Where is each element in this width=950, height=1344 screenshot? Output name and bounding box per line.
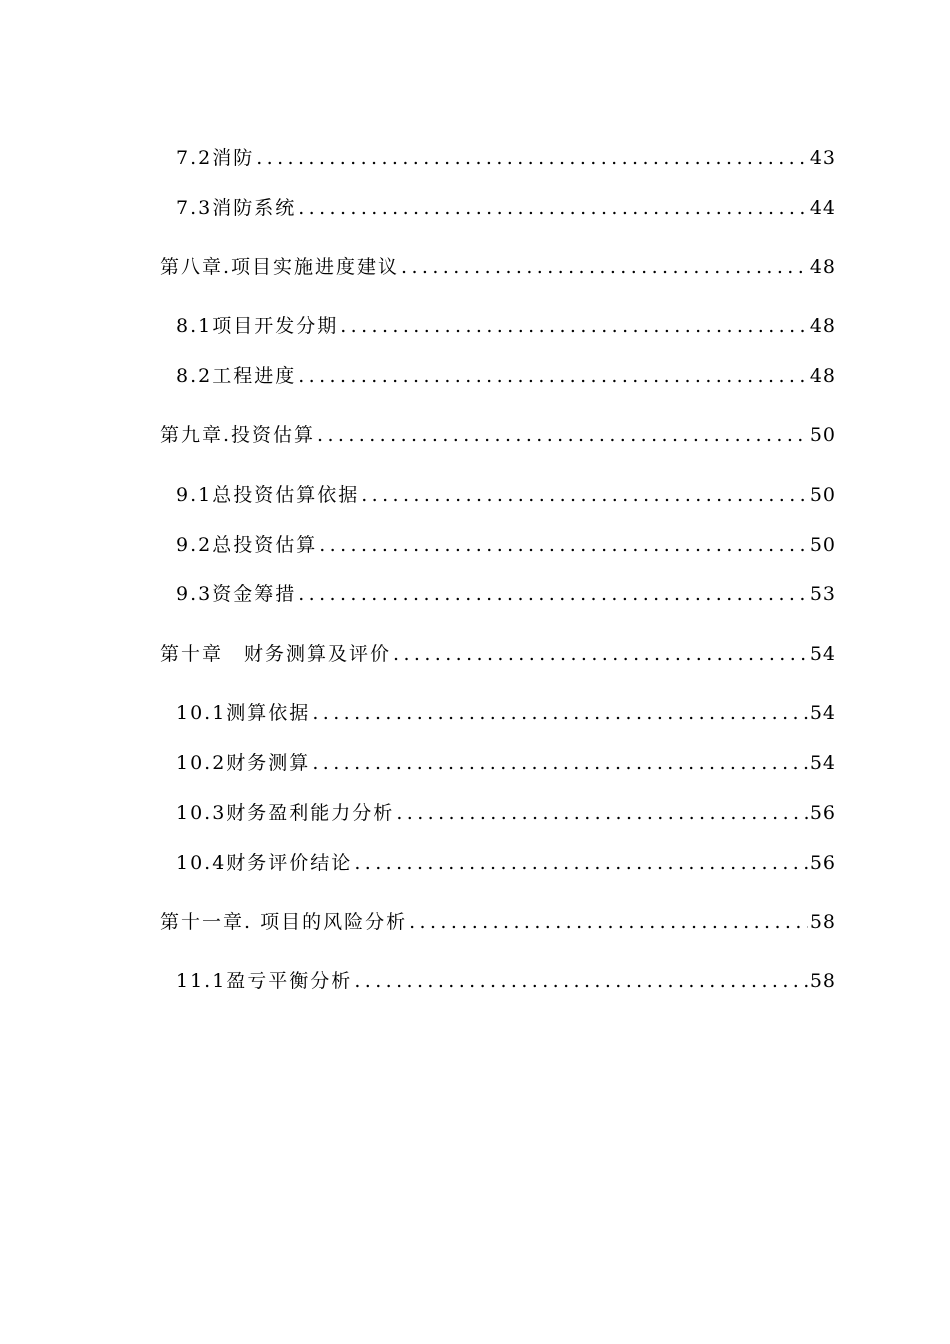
toc-page-number: 58 [809, 911, 836, 933]
toc-page-number: 53 [809, 583, 836, 605]
toc-dot-leader [393, 641, 808, 667]
toc-dot-leader [256, 145, 808, 171]
toc-dot-leader [401, 254, 808, 280]
toc-page-number: 48 [809, 365, 836, 387]
toc-dot-leader [312, 750, 808, 776]
toc-dot-leader [298, 195, 808, 221]
toc-entry-title: 7.2消防 [176, 147, 255, 169]
toc-page-number: 43 [809, 147, 836, 169]
toc-dot-leader [340, 313, 808, 339]
toc-page-number: 56 [809, 802, 836, 824]
toc-dot-leader [312, 700, 808, 726]
toc-page-number: 58 [809, 970, 836, 992]
toc-entry-8-1[interactable] [176, 313, 836, 339]
toc-entry-9-3[interactable] [176, 581, 836, 607]
toc-entry-title: 10.2财务测算 [176, 752, 311, 774]
toc-entry-title: 10.4财务评价结论 [176, 852, 353, 874]
toc-entry-9-1[interactable] [176, 482, 836, 508]
toc-dot-leader [317, 422, 808, 448]
toc-page-number: 56 [809, 852, 836, 874]
toc-dot-leader [319, 532, 808, 558]
toc-entry-10-4[interactable] [176, 850, 836, 876]
toc-dot-leader [361, 482, 808, 508]
toc-entry-title: 第十章 财务测算及评价 [160, 643, 392, 665]
toc-page-number: 54 [809, 752, 836, 774]
toc-page-number: 54 [809, 643, 836, 665]
toc-page-number: 48 [809, 256, 836, 278]
toc-entry-chapter-8[interactable] [160, 254, 836, 280]
toc-entry-title: 9.2总投资估算 [176, 534, 318, 556]
toc-dot-leader [354, 968, 808, 994]
toc-entry-10-3[interactable] [176, 800, 836, 826]
toc-dot-leader [354, 850, 808, 876]
toc-entry-7-2[interactable] [176, 145, 836, 171]
toc-entry-title: 8.1项目开发分期 [176, 315, 339, 337]
toc-entry-11-1[interactable] [176, 968, 836, 994]
toc-dot-leader [396, 800, 808, 826]
toc-page-number: 44 [809, 197, 836, 219]
toc-entry-title: 10.1测算依据 [176, 702, 311, 724]
toc-entry-title: 9.3资金筹措 [176, 583, 297, 605]
toc-entry-10-1[interactable] [176, 700, 836, 726]
toc-entry-9-2[interactable] [176, 532, 836, 558]
toc-entry-title: 第八章.项目实施进度建议 [160, 256, 400, 278]
toc-page-number: 54 [809, 702, 836, 724]
toc-entry-title: 第九章.投资估算 [160, 424, 316, 446]
toc-entry-title: 10.3财务盈利能力分析 [176, 802, 395, 824]
toc-dot-leader [409, 909, 808, 935]
toc-entry-title: 11.1盈亏平衡分析 [176, 970, 353, 992]
toc-entry-chapter-10[interactable] [160, 641, 836, 667]
toc-entry-8-2[interactable] [176, 363, 836, 389]
toc-entry-10-2[interactable] [176, 750, 836, 776]
toc-page-number: 50 [809, 534, 836, 556]
toc-entry-title: 9.1总投资估算依据 [176, 484, 360, 506]
toc-entry-title: 7.3消防系统 [176, 197, 297, 219]
toc-dot-leader [298, 363, 808, 389]
toc-page-number: 48 [809, 315, 836, 337]
toc-page-number: 50 [809, 484, 836, 506]
toc-entry-title: 第十一章. 项目的风险分析 [160, 911, 408, 933]
toc-page-number: 50 [809, 424, 836, 446]
toc-entry-chapter-9[interactable] [160, 422, 836, 448]
toc-dot-leader [298, 581, 808, 607]
toc-entry-chapter-11[interactable] [160, 909, 836, 935]
toc-entry-7-3[interactable] [176, 195, 836, 221]
toc-entry-title: 8.2工程进度 [176, 365, 297, 387]
